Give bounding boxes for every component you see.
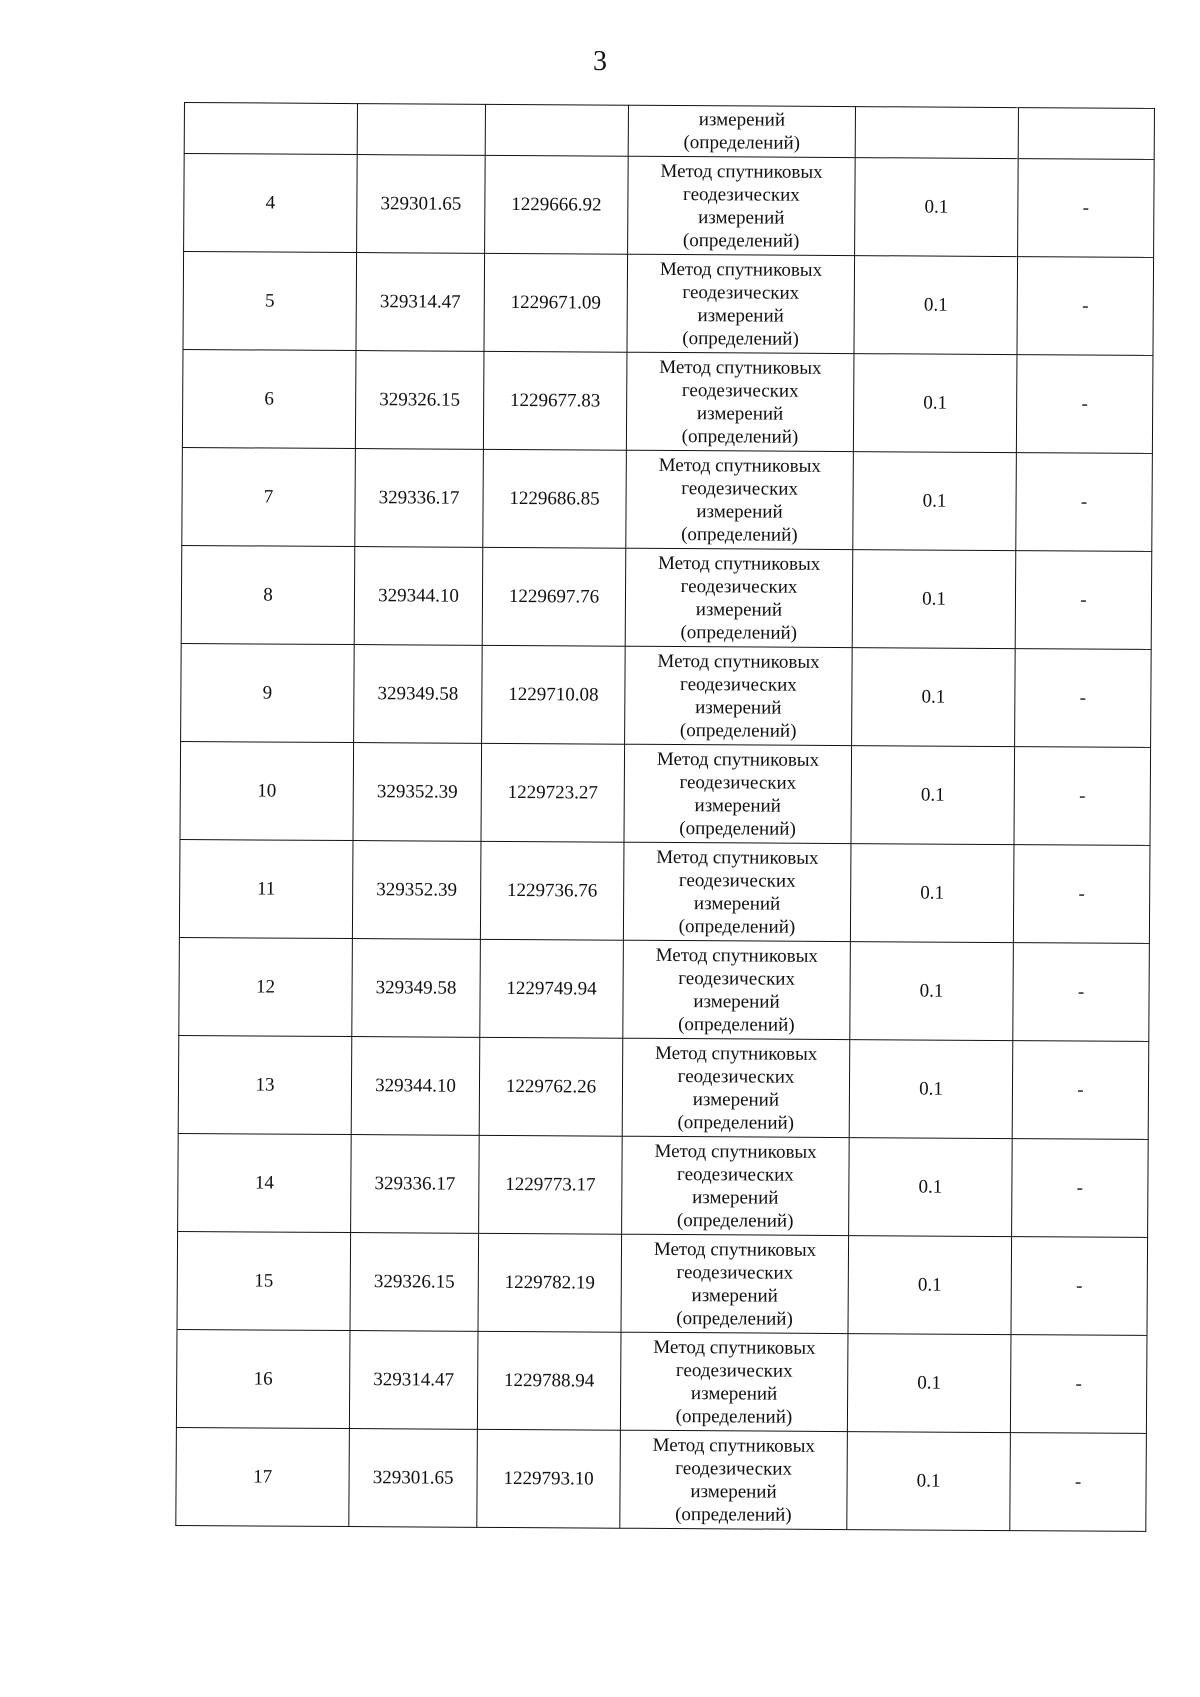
accuracy-cell: 0.1 [852, 550, 1016, 649]
coordinates-table [175, 102, 1155, 1532]
description-cell: - [1015, 551, 1152, 650]
method-line: измерений [698, 206, 785, 229]
accuracy-cell: 0.1 [855, 158, 1019, 257]
method-line: геодезических [678, 869, 796, 892]
method-line: Метод спутниковых [653, 1336, 816, 1359]
point-number-cell: 5 [183, 252, 357, 351]
y-coordinate-cell: 1229666.92 [485, 155, 629, 254]
method-line: Метод спутниковых [656, 748, 820, 771]
x-coordinate-cell: 329326.15 [350, 1233, 479, 1332]
method-line: измерений [692, 1088, 780, 1111]
accuracy-cell: 0.1 [851, 746, 1015, 845]
accuracy-cell: 0.1 [853, 354, 1017, 453]
method-cell [622, 1038, 850, 1137]
x-coordinate-cell: 329336.17 [355, 449, 484, 548]
description-cell: - [1015, 649, 1152, 748]
table-row [178, 1133, 1149, 1237]
description-cell: - [1013, 845, 1150, 944]
method-line: (определений) [678, 915, 796, 938]
method-line: Метод спутниковых [660, 160, 823, 183]
method-cell [628, 156, 856, 255]
table-row [182, 349, 1153, 453]
accuracy-cell [855, 107, 1018, 159]
method-line: измерений [694, 794, 781, 817]
method-line: геодезических [681, 477, 799, 500]
method-cell [621, 1234, 849, 1333]
x-coordinate-cell: 329314.47 [349, 1331, 478, 1430]
point-number-cell: 14 [178, 1133, 352, 1232]
table-row [184, 154, 1155, 258]
accuracy-cell: 0.1 [847, 1334, 1011, 1433]
description-cell: - [1016, 355, 1153, 454]
method-line: геодезических [676, 1261, 794, 1284]
table-row [176, 1329, 1147, 1433]
method-line: (определений) [676, 1307, 793, 1330]
y-coordinate-cell: 1229749.94 [480, 939, 624, 1038]
point-number-cell: 7 [182, 447, 356, 546]
method-line: (определений) [683, 132, 801, 154]
description-cell [1018, 108, 1154, 160]
method-line: Метод спутниковых [658, 552, 821, 575]
method-line: измерений [696, 402, 784, 425]
method-cell [622, 1136, 850, 1235]
method-line: измерений [695, 598, 783, 621]
method-line: измерений [696, 500, 783, 523]
method-line: измерений [691, 1284, 778, 1307]
method-line: геодезических [681, 379, 799, 402]
x-coordinate-cell: 329352.39 [353, 743, 482, 842]
description-cell: - [1010, 1335, 1147, 1434]
table-row [179, 839, 1150, 943]
method-line: измерений [695, 696, 782, 719]
point-number-cell: 4 [184, 154, 358, 253]
method-line: Метод спутниковых [659, 258, 823, 281]
method-line: (определений) [675, 1405, 793, 1428]
method-line: геодезических [680, 673, 797, 696]
x-coordinate-cell: 329336.17 [351, 1135, 480, 1234]
method-line: (определений) [676, 1209, 794, 1232]
accuracy-cell: 0.1 [849, 1040, 1013, 1139]
table-row [182, 447, 1153, 551]
method-line: геодезических [677, 1163, 794, 1186]
y-coordinate-cell: 1229773.17 [479, 1135, 623, 1234]
method-line: (определений) [679, 817, 796, 840]
point-number-cell: 12 [179, 937, 353, 1036]
method-line: геодезических [678, 967, 796, 990]
method-line: (определений) [681, 425, 799, 448]
table-row [177, 1231, 1148, 1335]
method-line: измерений [693, 990, 780, 1013]
method-cell [623, 940, 851, 1039]
point-number-cell: 10 [180, 741, 354, 840]
accuracy-cell: 0.1 [848, 1236, 1012, 1335]
method-cell [628, 105, 855, 157]
method-line: Метод спутниковых [657, 650, 820, 673]
method-line: геодезических [675, 1359, 793, 1382]
x-coordinate-cell [357, 104, 485, 156]
accuracy-cell: 0.1 [850, 942, 1014, 1041]
y-coordinate-cell: 1229793.10 [477, 1429, 621, 1528]
method-line: Метод спутниковых [658, 454, 821, 477]
method-line: (определений) [681, 523, 798, 546]
method-line: геодезических [677, 1065, 795, 1088]
description-cell: - [1012, 1139, 1149, 1238]
method-cell [623, 842, 851, 941]
description-cell: - [1014, 747, 1151, 846]
method-line: Метод спутниковых [653, 1238, 817, 1261]
table-row [181, 643, 1152, 747]
description-cell: - [1011, 1237, 1148, 1336]
method-line: (определений) [679, 719, 797, 742]
y-coordinate-cell: 1229677.83 [483, 351, 627, 450]
table-row [183, 252, 1154, 356]
method-line: геодезических [683, 183, 800, 206]
table-row [176, 1427, 1147, 1531]
method-line: Метод спутниковых [655, 944, 818, 967]
y-coordinate-cell: 1229671.09 [484, 253, 628, 352]
method-line: геодезических [675, 1457, 793, 1480]
method-cell [620, 1430, 848, 1529]
method-line: измерений [690, 1480, 777, 1503]
x-coordinate-cell: 329314.47 [356, 253, 485, 352]
accuracy-cell: 0.1 [852, 648, 1016, 747]
method-cell [620, 1332, 848, 1431]
table-row [178, 1035, 1149, 1139]
x-coordinate-cell: 329301.65 [357, 155, 486, 254]
y-coordinate-cell [485, 104, 628, 156]
y-coordinate-cell: 1229782.19 [478, 1233, 622, 1332]
accuracy-cell: 0.1 [854, 256, 1018, 355]
method-cell [626, 450, 854, 549]
x-coordinate-cell: 329349.58 [354, 645, 483, 744]
method-line: измерений [697, 304, 784, 327]
x-coordinate-cell: 329301.65 [349, 1429, 478, 1528]
description-cell: - [1013, 943, 1150, 1042]
description-cell: - [1018, 159, 1155, 258]
method-line: измерений [690, 1382, 778, 1405]
method-line: (определений) [678, 1013, 795, 1036]
description-cell: - [1016, 453, 1153, 552]
accuracy-cell: 0.1 [853, 452, 1017, 551]
y-coordinate-cell: 1229788.94 [477, 1331, 621, 1430]
x-coordinate-cell: 329344.10 [354, 547, 483, 646]
point-number-cell: 13 [178, 1035, 352, 1134]
method-cell [625, 548, 853, 647]
method-line: (определений) [682, 229, 800, 252]
point-number-cell: 8 [181, 545, 355, 644]
point-number-cell: 16 [176, 1329, 350, 1428]
description-cell: - [1010, 1433, 1147, 1532]
y-coordinate-cell: 1229697.76 [482, 547, 626, 646]
method-line: геодезических [682, 281, 800, 304]
method-line: Метод спутниковых [652, 1434, 815, 1457]
method-line: Метод спутниковых [655, 1042, 818, 1065]
point-number-cell: 17 [176, 1427, 350, 1526]
y-coordinate-cell: 1229686.85 [483, 449, 627, 548]
method-line: измерений [693, 892, 781, 915]
point-number-cell [184, 103, 357, 155]
accuracy-cell: 0.1 [849, 1138, 1013, 1237]
point-number-cell: 15 [177, 1231, 351, 1330]
method-line: (определений) [680, 621, 798, 644]
x-coordinate-cell: 329326.15 [355, 351, 484, 450]
method-cell [627, 254, 855, 353]
method-cell [626, 352, 854, 451]
table-row-continued [184, 103, 1154, 160]
method-line: измерений [698, 109, 786, 131]
method-line: измерений [692, 1186, 779, 1209]
page-number: 3 [593, 46, 607, 77]
method-cell [624, 744, 852, 843]
x-coordinate-cell: 329344.10 [351, 1037, 480, 1136]
description-cell: - [1017, 257, 1154, 356]
point-number-cell: 6 [182, 349, 356, 448]
accuracy-cell: 0.1 [847, 1432, 1011, 1531]
point-number-cell: 9 [181, 643, 355, 742]
table-row [180, 741, 1151, 845]
method-line: (определений) [675, 1503, 792, 1526]
method-line: Метод спутниковых [654, 1140, 817, 1163]
accuracy-cell: 0.1 [850, 844, 1014, 943]
x-coordinate-cell: 329352.39 [352, 841, 481, 940]
method-line: геодезических [679, 771, 797, 794]
y-coordinate-cell: 1229710.08 [482, 645, 626, 744]
method-line: (определений) [682, 327, 799, 350]
table-row [181, 545, 1152, 649]
y-coordinate-cell: 1229762.26 [479, 1037, 623, 1136]
method-cell [625, 646, 853, 745]
method-line: геодезических [680, 575, 798, 598]
method-line: Метод спутниковых [656, 846, 819, 869]
point-number-cell: 11 [179, 839, 353, 938]
x-coordinate-cell: 329349.58 [352, 939, 481, 1038]
description-cell: - [1012, 1041, 1149, 1140]
y-coordinate-cell: 1229723.27 [481, 743, 625, 842]
table-row [179, 937, 1150, 1041]
method-line: Метод спутниковых [659, 356, 822, 379]
y-coordinate-cell: 1229736.76 [480, 841, 624, 940]
method-line: (определений) [677, 1111, 795, 1134]
